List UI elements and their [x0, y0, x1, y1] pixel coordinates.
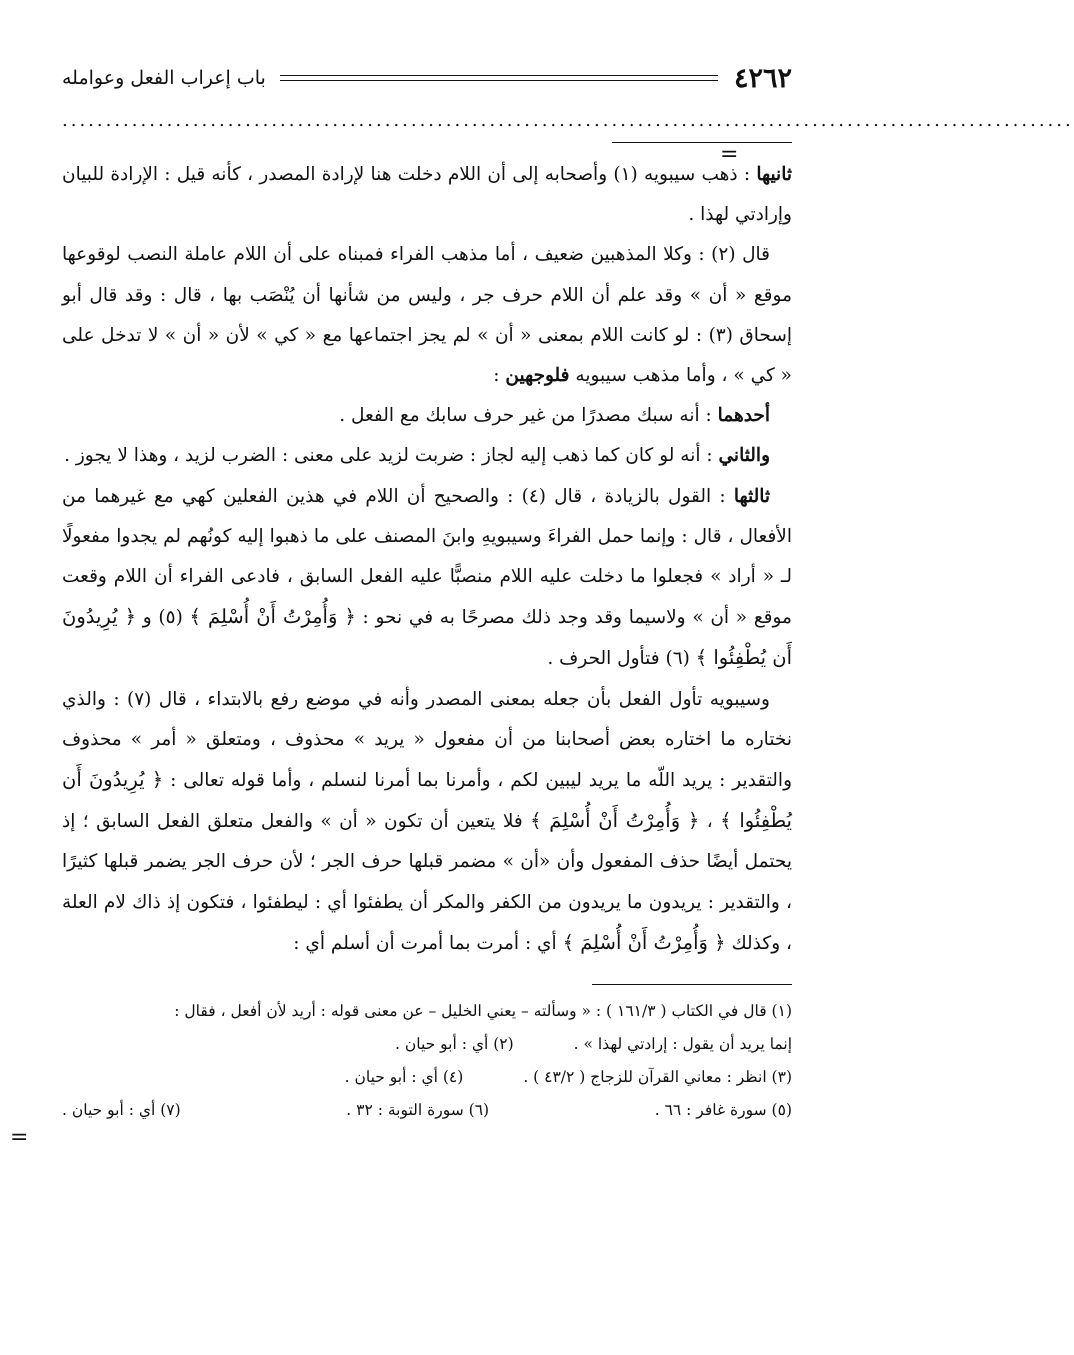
quran-verse: ﴿ وَأُمِرْتُ أَنْ أُسْلِمَ ﴾	[562, 930, 726, 954]
paragraph-2	[62, 235, 792, 396]
short-rule	[612, 142, 792, 143]
paragraph-6-sep: ،	[706, 811, 713, 833]
footnote-row	[62, 1028, 792, 1061]
paragraph-6-text-b: فلا يتعين أن تكون « أن » والفعل متعلق الفعل السابق ؛ إذ يحتمل أيضًا حذف المفعول وأن «أن » مضمر قبلها حرف الجر ؛ لأن حرف الجر يضمر قبلها كثيرًا ، والتقدير : يريدون ما يريدون من الكفر والمكر أن يطفئوا أي : ليطفئوا ، فتكون إذ ذاك لام العلة ، وكذلك	[62, 811, 792, 954]
paragraph-5	[62, 477, 792, 680]
paragraph-5-mid: (٥) و	[142, 607, 183, 629]
continuation-mark-top: =	[720, 142, 739, 167]
quran-verse: ﴿ يُرِيدُونَ أَن يُطْفِئُوا ﴾	[62, 605, 792, 670]
paragraph-4-text: : أنه لو كان كما ذهب إليه لجاز : ضربت لزيد على معنى : الضرب لزيد ، وهذا لا يجوز .	[64, 445, 713, 467]
footnote-6: (٦) سورة التوبة : ٣٢ .	[346, 1101, 490, 1120]
footnotes	[62, 995, 792, 1127]
quran-verse: ﴿ وَأُمِرْتُ أَنْ أُسْلِمَ ﴾	[530, 809, 700, 833]
paragraph-6	[62, 680, 792, 964]
paragraph-3	[62, 396, 792, 436]
paragraph-1-label: ثانيها	[756, 164, 792, 185]
footnote-row	[62, 1094, 792, 1127]
footnote-1-line-1	[62, 995, 792, 1028]
paragraph-5-text-b: (٦) فتأول الحرف .	[547, 648, 690, 670]
paragraph-2-text: قال (٢) : وكلا المذهبين ضعيف ، أما مذهب الفراء فمبناه على أن اللام عاملة النصب لوقوعها موقع « أن » وقد علم أن اللام حرف جر ، وليس من شأنها أن يُنْصَب بها ، قال : وقد قال أبو إسحاق (٣) : لو كانت اللام بمعنى « أن » لم يجز اجتماعها مع « كي » لأن « أن » لا تدخل على « كي » ، وأما مذهب سيبويه	[62, 244, 793, 387]
footnote-4: (٤) أي : أبو حيان .	[344, 1068, 464, 1087]
page	[10, 60, 1074, 1150]
dotted-separator: ....................................................................................................................	[62, 110, 1074, 131]
paragraph-3-label: أحدهما	[717, 405, 770, 427]
header-rule	[280, 75, 718, 81]
footnote-1-text-cont: إنما يريد أن يقول : إرادتي لهذا » .	[573, 1035, 792, 1054]
footnote-3: (٣) انظر : معاني القرآن للزجاج ( ٤٣/٢ ) .	[523, 1068, 792, 1087]
paragraph-2-bold: فلوجهين	[505, 365, 570, 387]
paragraph-6-text-a: وسيبويه تأول الفعل بأن جعله بمعنى المصدر وأنه في موضع رفع بالابتداء ، قال (٧) : والذي نختاره ما اختاره بعض أصحابنا من أن مفعول « يريد » محذوف ، ومتعلق « أمر » محذوف والتقدير : يريد اللّه ما يريد ليبين لكم ، وأمرنا بما أمرنا لنسلم ، وأما قوله تعالى :	[62, 688, 792, 792]
main-text	[62, 155, 792, 964]
page-header	[62, 60, 792, 96]
page-number: ٤٢٦٢	[733, 62, 792, 94]
footnote-rule	[592, 984, 792, 985]
footnote-7: (٧) أي : أبو حيان .	[62, 1101, 181, 1120]
paragraph-4	[62, 436, 792, 476]
quran-verse: ﴿ وَأُمِرْتُ أَنْ أُسْلِمَ ﴾	[189, 605, 356, 629]
footnote-1-text: (١) قال في الكتاب ( ١٦١/٣ ) : « وسألته – يعني الخليل – عن معنى قوله : أريد لأن أفعل ، فقال :	[174, 1002, 792, 1021]
paragraph-3-text: : أنه سبك مصدرًا من غير حرف سابك مع الفعل .	[339, 405, 712, 427]
chapter-title: باب إعراب الفعل وعوامله	[62, 67, 266, 89]
paragraph-2-tail: :	[493, 365, 500, 387]
continuation-mark-bottom: =	[10, 1125, 29, 1150]
paragraph-1	[62, 155, 792, 235]
paragraph-1-text: : ذهب سيبويه (١) وأصحابه إلى أن اللام دخلت هنا لإرادة المصدر ، كأنه قيل : الإرادة للبيان وإرادتي لهذا .	[62, 164, 792, 226]
paragraph-4-label: والثاني	[718, 445, 770, 467]
quran-verse: ﴿ يُرِيدُونَ أَن يُطْفِئُوا ﴾	[62, 768, 792, 833]
footnote-5: (٥) سورة غافر : ٦٦ .	[654, 1101, 792, 1120]
footnote-row	[62, 1061, 792, 1094]
paragraph-5-text-a: : القول بالزيادة ، قال (٤) : والصحيح أن اللام في هذين الفعلين كهي مع غيرهما من الأفعال ، قال : وإنما حمل الفراءَ وسيبويهِ وابنَ المصنف على ما ذهبوا إليه كونُهم لم يجدوا مفعولًا لـ « أراد » فجعلوا ما دخلت عليه اللام منصبًّا عليه الفعل السابق ، فادعى الفراء أن اللام وقعت موقع « أن » ولاسيما وقد وجد ذلك مصرحًا به في نحو :	[62, 485, 792, 629]
footnote-2: (٢) أي : أبو حيان .	[395, 1035, 514, 1054]
paragraph-6-text-c: أي : أمرت بما أمرت أن أسلم أي :	[293, 932, 557, 954]
paragraph-5-label: ثالثها	[733, 485, 770, 507]
